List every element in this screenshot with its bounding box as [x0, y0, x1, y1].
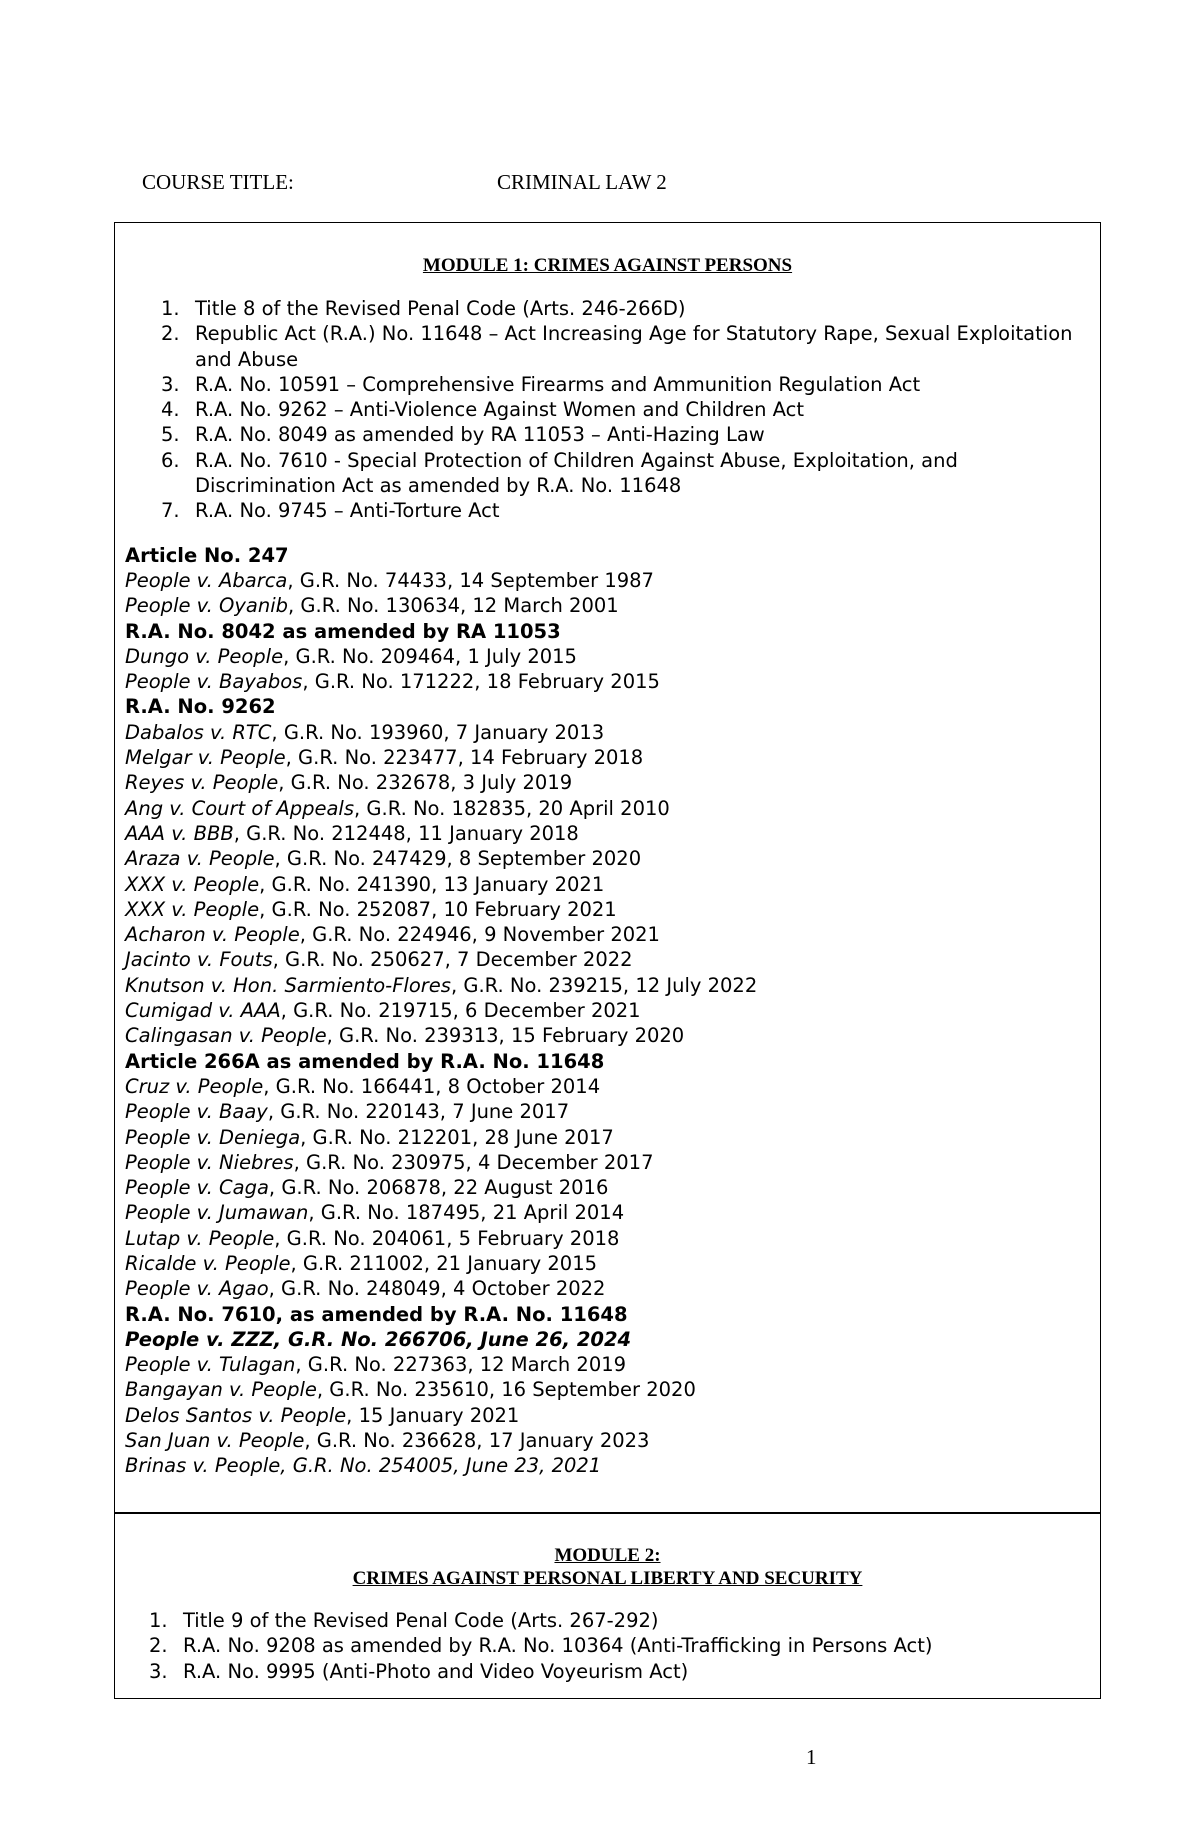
- case-cite: , G.R. No. 204061, 5 February 2018: [274, 1226, 620, 1250]
- case-name: AAA v. BBB: [125, 821, 234, 845]
- case-name: Bangayan v. People: [125, 1378, 317, 1402]
- module-2-section: [114, 1512, 1101, 1699]
- page-number: 1: [806, 1745, 817, 1769]
- case-name: Ricalde v. People: [125, 1251, 291, 1275]
- case-citation: [125, 669, 1100, 694]
- list-item: [115, 321, 1100, 372]
- case-citation: [125, 720, 1100, 745]
- list-item-number: 2.: [149, 1634, 168, 1658]
- case-cite: , G.R. No. 248049, 4 October 2022: [268, 1277, 606, 1301]
- list-item: [115, 498, 1100, 523]
- case-name: Lutap v. People: [125, 1226, 275, 1250]
- case-name: Dungo v. People: [125, 644, 284, 668]
- case-name: Melgar v. People: [125, 746, 286, 770]
- case-citation: [125, 973, 1100, 998]
- case-citation: [125, 1403, 1100, 1428]
- list-item: [115, 448, 1100, 499]
- case-cite: , G.R. No. 182835, 20 April 2010: [354, 796, 670, 820]
- list-item-number: 3.: [149, 1659, 168, 1683]
- list-item-number: 1.: [149, 1609, 168, 1632]
- list-item-text: R.A. No. 9745 – Anti-Torture Act: [195, 499, 500, 523]
- list-item-text: R.A. No. 10591 – Comprehensive Firearms and Ammunition Regulation Act: [195, 372, 921, 396]
- case-name: Calingasan v. People: [125, 1024, 327, 1048]
- case-name: People v. Agao: [125, 1277, 269, 1301]
- case-name: People v. Tulagan: [125, 1353, 296, 1377]
- case-name: People v. Jumawan: [125, 1201, 309, 1225]
- module-2-heading-line1: MODULE 2:: [554, 1545, 661, 1566]
- case-cite: , G.R. No. 227363, 12 March 2019: [295, 1353, 627, 1377]
- case-cite: , G.R. No. 232678, 3 July 2019: [278, 771, 573, 795]
- case-cite: , G.R. No. 247429, 8 September 2020: [274, 847, 642, 871]
- case-cite: , G.R. No. 235610, 16 September 2020: [316, 1378, 696, 1402]
- case-cite: , G.R. No. 171222, 18 February 2015: [302, 670, 660, 694]
- list-item-text: R.A. No. 8049 as amended by RA 11053 – Anti-Hazing Law: [195, 423, 765, 447]
- case-cite: , G.R. No. 250627, 7 December 2022: [272, 948, 633, 972]
- case-cite: , G.R. No. 220143, 7 June 2017: [267, 1100, 570, 1124]
- case-name: Cumigad v. AAA: [125, 999, 281, 1023]
- reference-group-heading: R.A. No. 7610, as amended by R.A. No. 11648: [125, 1302, 628, 1326]
- module-2-heading: [115, 1544, 1100, 1590]
- case-citation: [125, 796, 1100, 821]
- case-name: Cruz v. People: [125, 1074, 264, 1098]
- module-1-topic-list: [115, 296, 1100, 524]
- case-cite: , G.R. No. 219715, 6 December 2021: [280, 999, 641, 1023]
- case-name: People v. Niebres: [125, 1150, 294, 1174]
- case-citation: [125, 1074, 1100, 1099]
- case-cite: , G.R. No. 239313, 15 February 2020: [326, 1024, 685, 1048]
- case-citation: [125, 568, 1100, 593]
- case-citation: [125, 922, 1100, 947]
- case-name: XXX v. People: [125, 872, 260, 896]
- case-cite: , G.R. No. 252087, 10 February 2021: [259, 897, 617, 921]
- case-name: Araza v. People: [125, 847, 275, 871]
- case-citation: [125, 1377, 1100, 1402]
- case-citation: [125, 1175, 1100, 1200]
- case-cite: , G.R. No. 74433, 14 September 1987: [287, 568, 654, 592]
- case-citation: [125, 1125, 1100, 1150]
- list-item-number: 2.: [161, 322, 180, 346]
- list-item-number: 4.: [161, 398, 180, 422]
- case-citation: [125, 644, 1100, 669]
- case-citation: [125, 846, 1100, 871]
- case-cite: , G.R. No. 236628, 17 January 2023: [304, 1429, 650, 1453]
- case-citation: [125, 1251, 1100, 1276]
- module-1-heading: MODULE 1: CRIMES AGAINST PERSONS: [422, 255, 793, 276]
- course-title-value: CRIMINAL LAW 2: [497, 170, 667, 194]
- list-item: [115, 397, 1100, 422]
- list-item-number: 6.: [161, 448, 180, 472]
- list-item: [115, 296, 1100, 321]
- case-citation: [125, 1200, 1100, 1225]
- case-name: People v. Deniega: [125, 1125, 301, 1149]
- case-name: People v. Abarca: [125, 568, 288, 592]
- list-item-text: Republic Act (R.A.) No. 11648 – Act Increasing Age for Statutory Rape, Sexual Exploitation and Abuse: [195, 322, 1073, 371]
- list-item: [115, 1659, 1100, 1684]
- case-name: Reyes v. People: [125, 771, 279, 795]
- case-cite: , G.R. No. 212201, 28 June 2017: [300, 1125, 614, 1149]
- list-item-number: 1.: [161, 297, 180, 320]
- case-citation: [125, 1150, 1100, 1175]
- case-cite: , G.R. No. 206878, 22 August 2016: [268, 1176, 609, 1200]
- module-1-case-references: [115, 543, 1100, 1479]
- case-name: Acharon v. People: [125, 923, 300, 947]
- case-cite: , G.R. No. 130634, 12 March 2001: [288, 594, 619, 618]
- case-citation: [125, 947, 1100, 972]
- list-item: [115, 372, 1100, 397]
- list-item-text: R.A. No. 9995 (Anti-Photo and Video Voyeurism Act): [183, 1659, 689, 1683]
- case-citation: [125, 1276, 1100, 1301]
- case-citation: [125, 872, 1100, 897]
- case-name: Dabalos v. RTC: [125, 720, 272, 744]
- case-name: People v. Oyanib: [125, 594, 289, 618]
- case-name: Ang v. Court of Appeals: [125, 796, 355, 820]
- case-cite: , G.R. No. 230975, 4 December 2017: [293, 1150, 654, 1174]
- case-cite: , G.R. No. 209464, 1 July 2015: [283, 644, 577, 668]
- case-name: People v. Baay: [125, 1100, 268, 1124]
- list-item-text: R.A. No. 9208 as amended by R.A. No. 10364 (Anti-Trafficking in Persons Act): [183, 1634, 933, 1658]
- case-citation: [125, 593, 1100, 618]
- case-citation: [125, 998, 1100, 1023]
- case-cite: , 15 January 2021: [346, 1403, 520, 1427]
- case-cite: , G.R. No. 239215, 12 July 2022: [450, 973, 758, 997]
- reference-group-heading: Article No. 247: [125, 543, 289, 567]
- case-citation: [125, 1428, 1100, 1453]
- case-cite: , G.R. No. 193960, 7 January 2013: [271, 720, 605, 744]
- case-cite: , G.R. 211002, 21 January 2015: [290, 1251, 598, 1275]
- reference-group-heading: R.A. No. 8042 as amended by RA 11053: [125, 619, 561, 643]
- case-citation: Brinas v. People, G.R. No. 254005, June 23, 2021: [125, 1454, 602, 1478]
- list-item-number: 7.: [161, 499, 180, 523]
- module-1-section: [114, 222, 1101, 1514]
- module-2-topic-list: [115, 1608, 1100, 1684]
- case-name: Delos Santos v. People: [125, 1403, 347, 1427]
- case-citation: [125, 1352, 1100, 1377]
- list-item: [115, 422, 1100, 447]
- course-title-label: COURSE TITLE:: [142, 170, 294, 194]
- case-cite: , G.R. No. 187495, 21 April 2014: [308, 1201, 625, 1225]
- case-citation: [125, 821, 1100, 846]
- reference-group-heading: Article 266A as amended by R.A. No. 11648: [125, 1049, 605, 1073]
- list-item-text: Title 9 of the Revised Penal Code (Arts. 267-292): [183, 1609, 659, 1632]
- case-cite: , G.R. No. 223477, 14 February 2018: [285, 746, 644, 770]
- case-name: People v. Bayabos: [125, 670, 303, 694]
- case-name: Jacinto v. Fouts: [125, 948, 273, 972]
- list-item: [115, 1608, 1100, 1633]
- case-citation: [125, 1099, 1100, 1124]
- case-name: Knutson v. Hon. Sarmiento-Flores: [125, 973, 451, 997]
- case-cite: , G.R. No. 212448, 11 January 2018: [233, 821, 579, 845]
- case-cite: , G.R. No. 241390, 13 January 2021: [259, 872, 605, 896]
- reference-group-heading: R.A. No. 9262: [125, 695, 276, 719]
- case-cite: , G.R. No. 224946, 9 November 2021: [299, 923, 660, 947]
- case-name: XXX v. People: [125, 897, 260, 921]
- list-item: [115, 1633, 1100, 1658]
- case-name: San Juan v. People: [125, 1429, 305, 1453]
- case-citation: [125, 745, 1100, 770]
- case-citation: [125, 1023, 1100, 1048]
- list-item-text: R.A. No. 7610 - Special Protection of Children Against Abuse, Exploitation, and Discrimination Act as amended by R.A. No. 11648: [195, 448, 958, 498]
- list-item-number: 3.: [161, 372, 180, 396]
- list-item-text: Title 8 of the Revised Penal Code (Arts. 246-266D): [195, 297, 686, 320]
- case-citation: [125, 1226, 1100, 1251]
- case-name: People v. Caga: [125, 1176, 269, 1200]
- case-citation: [125, 770, 1100, 795]
- case-cite: , G.R. No. 166441, 8 October 2014: [263, 1074, 601, 1098]
- module-2-heading-line2: CRIMES AGAINST PERSONAL LIBERTY AND SECURITY: [352, 1568, 863, 1589]
- list-item-number: 5.: [161, 423, 180, 447]
- case-citation: People v. ZZZ, G.R. No. 266706, June 26, 2024: [125, 1327, 632, 1351]
- case-citation: [125, 897, 1100, 922]
- list-item-text: R.A. No. 9262 – Anti-Violence Against Women and Children Act: [195, 398, 805, 422]
